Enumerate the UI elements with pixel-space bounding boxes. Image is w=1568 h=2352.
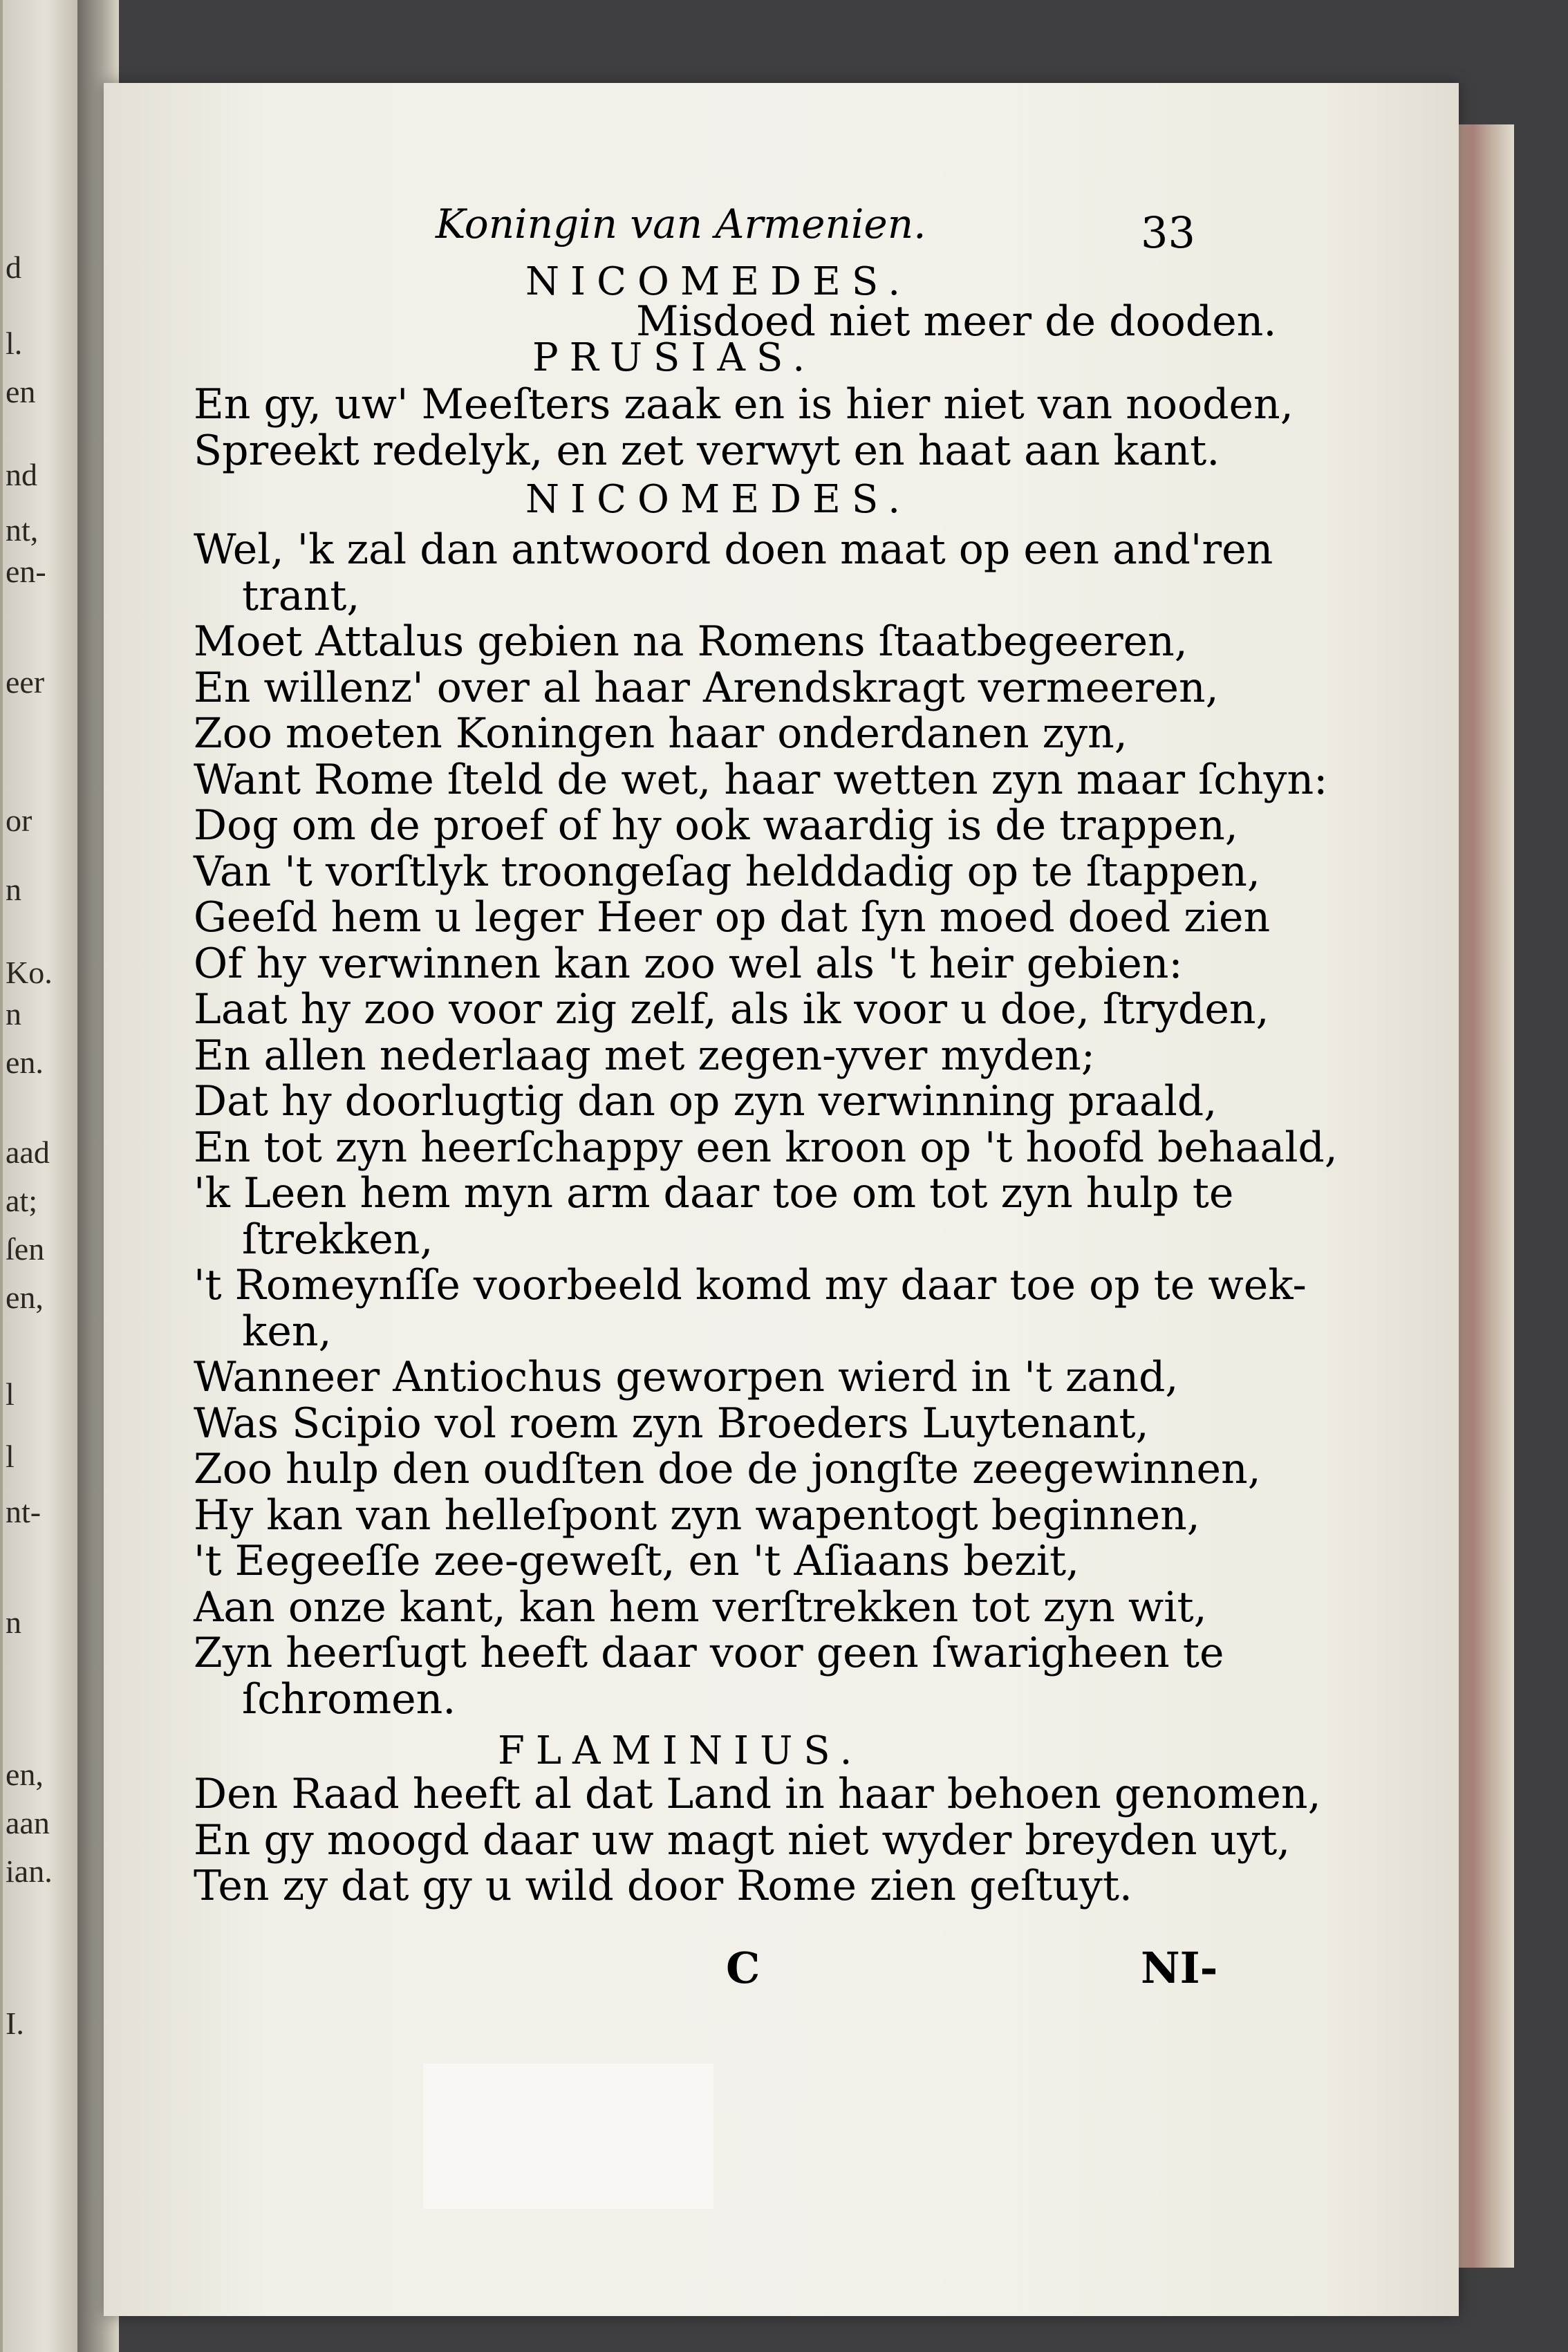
verse-line: 't Eegeeſſe zee-geweſt, en 't Aſiaans bezit, [194,1537,1080,1585]
left-page-fragment: nt, [6,512,39,548]
verse-line: trant, [242,571,360,620]
verse-line: ſtrekken, [242,1215,433,1264]
verse-line: Aan onze kant, kan hem verſtrekken tot zyn wit, [194,1583,1207,1632]
left-page-fragment: aad [6,1135,50,1170]
verse-line: Den Raad heeft al dat Land in haar behoen genomen, [194,1770,1321,1818]
left-page-fragment: nt- [6,1494,41,1529]
left-page-edge [0,0,3,2352]
verse-line: En gy, uw' Meeſters zaak en is hier niet van nooden, [194,380,1294,429]
verse-line: Laat hy zoo voor zig zelf, als ik voor u doe, ſtryden, [194,985,1269,1034]
verse-line: Zoo moeten Koningen haar onderdanen zyn, [194,709,1128,758]
verse-line: Geeſd hem u leger Heer op dat ſyn moed doed zien [194,893,1271,942]
left-page-fragment: Ko. [6,955,53,990]
left-page-fragment: en [6,374,36,409]
verse-line: Hy kan van helleſpont zyn wapentogt beginnen, [194,1491,1200,1540]
verse-line: Moet Attalus gebien na Romens ſtaatbegeeren, [194,617,1188,666]
verse-line: Wanneer Antiochus geworpen wierd in 't zand, [194,1353,1179,1401]
verse-line: ken, [242,1307,332,1356]
speaker-name: NICOMEDES. [525,259,912,304]
verse-line: Dog om de proef of hy ook waardig is de trappen, [194,801,1238,850]
speaker-name: NICOMEDES. [525,477,912,522]
paper-label [423,2064,713,2209]
verse-line: En tot zyn heerſchappy een kroon op 't hoofd behaald, [194,1123,1338,1172]
verse-line: Van 't vorſtlyk troongeſag helddadig op te ſtappen, [194,847,1261,896]
left-page-fragment: ſen [6,1231,45,1267]
left-page-fragment: aan [6,1805,50,1840]
verse-line: En allen nederlaag met zegen-yver myden; [194,1031,1096,1080]
verse-line: En willenz' over al haar Arendskragt vermeeren, [194,663,1219,712]
left-page-fragment: l. [6,326,23,361]
verse-line: Dat hy doorlugtig dan op zyn verwinning praald, [194,1077,1217,1126]
verse-line: Ten zy dat gy u wild door Rome zien geſtuyt. [194,1862,1132,1910]
left-page-fragment: nd [6,457,37,492]
verse-line: ſchromen. [242,1674,456,1724]
signature-mark: C [726,1943,760,1993]
verse-line: 'k Leen hem myn arm daar toe om tot zyn hulp te [194,1169,1234,1217]
left-page-fragment: en. [6,1045,44,1080]
verse-line: Was Scipio vol roem zyn Broeders Luytenant, [194,1399,1149,1448]
verse-line: Of hy verwinnen kan zoo wel als 't heir gebien: [194,939,1183,988]
speaker-name: PRUSIAS. [532,335,816,380]
left-page-fragment: en, [6,1757,44,1792]
verse-line: 't Romeynſſe voorbeeld komd my daar toe op te wek- [194,1261,1307,1309]
left-page-fragment: en- [6,554,46,589]
verse-line: Zoo hulp den oudſten doe de jongſte zeegewinnen, [194,1445,1261,1493]
verse-line: En gy moogd daar uw magt niet wyder breyden uyt, [194,1816,1291,1865]
left-page-fragment: I. [6,2006,24,2041]
left-page-fragment: at; [6,1183,37,1218]
left-page-fragment: en, [6,1280,44,1315]
left-page-fragment: l [6,1439,15,1474]
left-page-fragment: l [6,1376,15,1412]
verse-line: Spreekt redelyk, en zet verwyt en haat aan kant. [194,426,1220,475]
verse-line: Wel, 'k zal dan antwoord doen maat op een and'ren [194,525,1273,574]
verse-line: Zyn heerſugt heeft daar voor geen ſwarigheen te [194,1629,1224,1677]
verse-line: Misdoed niet meer de dooden. [636,297,1277,346]
left-page-fragment: eer [6,664,45,700]
left-facing-page [0,0,83,2352]
left-page-fragment: n [6,1605,21,1640]
left-page-fragment: or [6,803,32,838]
running-title: Koningin van Armenien. [436,200,926,248]
page-number: 33 [1141,207,1195,258]
left-page-fragment: ian. [6,1854,53,1889]
speaker-name: FLAMINIUS. [498,1728,864,1773]
catchword: NI- [1141,1943,1218,1993]
verse-line: Want Rome ſteld de wet, haar wetten zyn maar ſchyn: [194,755,1328,804]
left-page-fragment: n [6,996,21,1032]
left-page-fragment: d [6,250,21,285]
left-page-fragment: n [6,872,21,907]
